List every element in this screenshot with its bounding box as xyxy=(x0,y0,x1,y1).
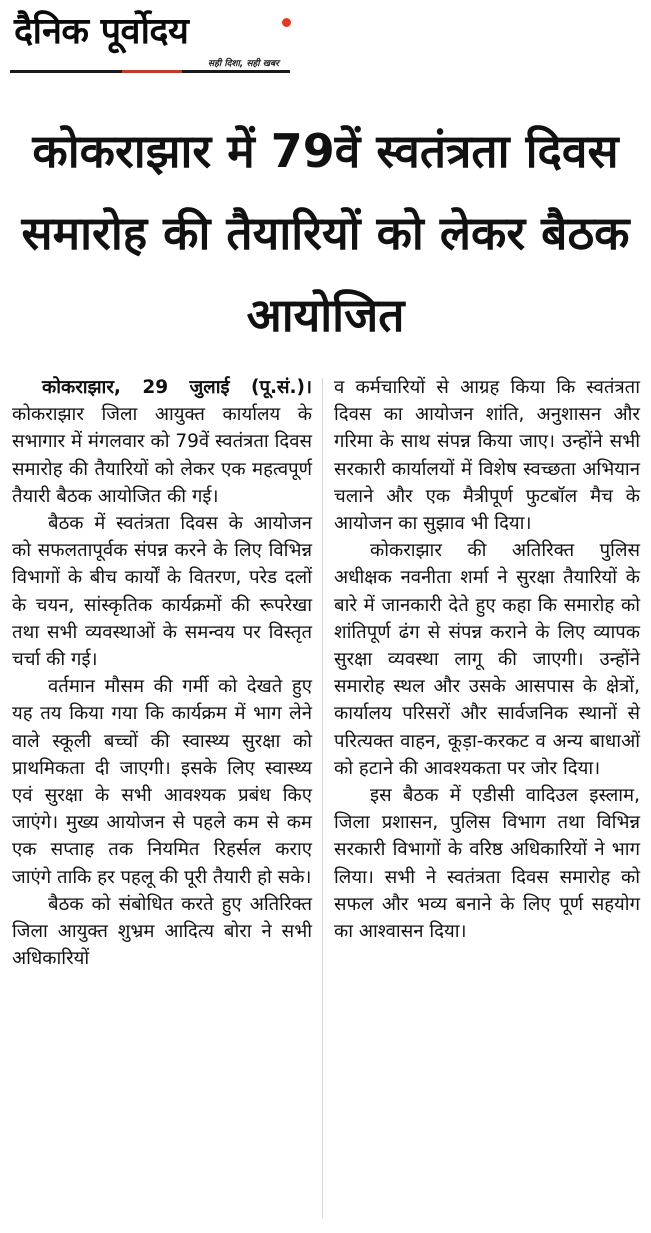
article-headline: कोकराझार में 79वें स्वतंत्रता दिवस समारोह की तैयारियों को लेकर बैठक आयोजित xyxy=(21,124,630,342)
article-column-left xyxy=(12,374,312,972)
article-paragraph-2: बैठक में स्वतंत्रता दिवस के आयोजन को सफलतापूर्वक संपन्न करने के लिए विभिन्न विभागों के बीच कार्यों के वितरण, परेड दलों के चयन, सांस्कृतिक कार्यक्रमों की रूपरेखा तथा सभी व्यवस्थाओं के समन्वय पर विस्तृत चर्चा की गई। xyxy=(12,513,312,671)
logo-dot-icon xyxy=(282,18,291,27)
article-paragraph-3: वर्तमान मौसम की गर्मी को देखते हुए यह तय किया गया कि कार्यक्रम में भाग लेने वाले स्कूली बच्चों की स्वास्थ्य सुरक्षा को प्राथमिकता दी जाएगी। इसके लिए स्वास्थ्य एवं सुरक्षा के सभी आवश्यक प्रबंध किए जाएंगे। मुख्य आयोजन से पहले कम से कम एक सप्ताह तक नियमित रिहर्सल कराए जाएंगे ताकि हर पहलू की पूरी तैयारी हो सके। xyxy=(12,676,312,888)
article-paragraph-1 xyxy=(12,374,312,510)
dateline: कोकराझार, 29 जुलाई (पू.सं.)। xyxy=(42,377,312,398)
masthead-rule-accent xyxy=(122,70,182,73)
column-divider xyxy=(322,378,323,1218)
article-paragraph-5: कोकराझार की अतिरिक्त पुलिस अधीक्षक नवनीता शर्मा ने सुरक्षा तैयारियों के बारे में जानकारी देते हुए कहा कि समारोह को शांतिपूर्ण ढंग से संपन्न कराने के लिए व्यापक सुरक्षा व्यवस्था लागू की जाएगी। उन्होंने समारोह स्थल और उसके आसपास के क्षेत्रों, कार्यालय परिसरों और सार्वजनिक स्थानों से परित्यक्त वाहन, कूड़ा-करकट व अन्य बाधाओं को हटाने की आवश्यकता पर जोर दिया। xyxy=(334,540,640,779)
article-column-right xyxy=(334,374,640,945)
masthead xyxy=(10,6,300,72)
article-paragraph-4-continued: व कर्मचारियों से आग्रह किया कि स्वतंत्रता दिवस का आयोजन शांति, अनुशासन और गरिमा के साथ संपन्न किया जाए। उन्होंने सभी सरकारी कार्यालयों में विशेष स्वच्छता अभियान चलाने और एक मैत्रीपूर्ण फुटबॉल मैच के आयोजन का सुझाव भी दिया। xyxy=(334,377,640,535)
newspaper-tagline: सही दिशा, सही खबर xyxy=(208,59,279,69)
newspaper-logo: दैनिक पूर्वोदय xyxy=(14,11,189,52)
article-paragraph-6: इस बैठक में एडीसी वादिउल इस्लाम, जिला प्रशासन, पुलिस विभाग तथा विभिन्न सरकारी विभागों के वरिष्ठ अधिकारियों ने भाग लिया। सभी ने स्वतंत्रता दिवस समारोह को सफल और भव्य बनाने के लिए पूर्ण सहयोग का आश्वासन दिया। xyxy=(334,785,640,943)
article-paragraph-4-start: बैठक को संबोधित करते हुए अतिरिक्त जिला आयुक्त शुभ्रम आदित्य बोरा ने सभी अधिकारियों xyxy=(12,893,312,970)
paragraph-1-text: कोकराझार जिला आयुक्त कार्यालय के सभागार में मंगलवार को 79वें स्वतंत्रता दिवस समारोह की तैयारियों को लेकर एक महत्वपूर्ण तैयारी बैठक आयोजित की गई। xyxy=(12,404,312,507)
